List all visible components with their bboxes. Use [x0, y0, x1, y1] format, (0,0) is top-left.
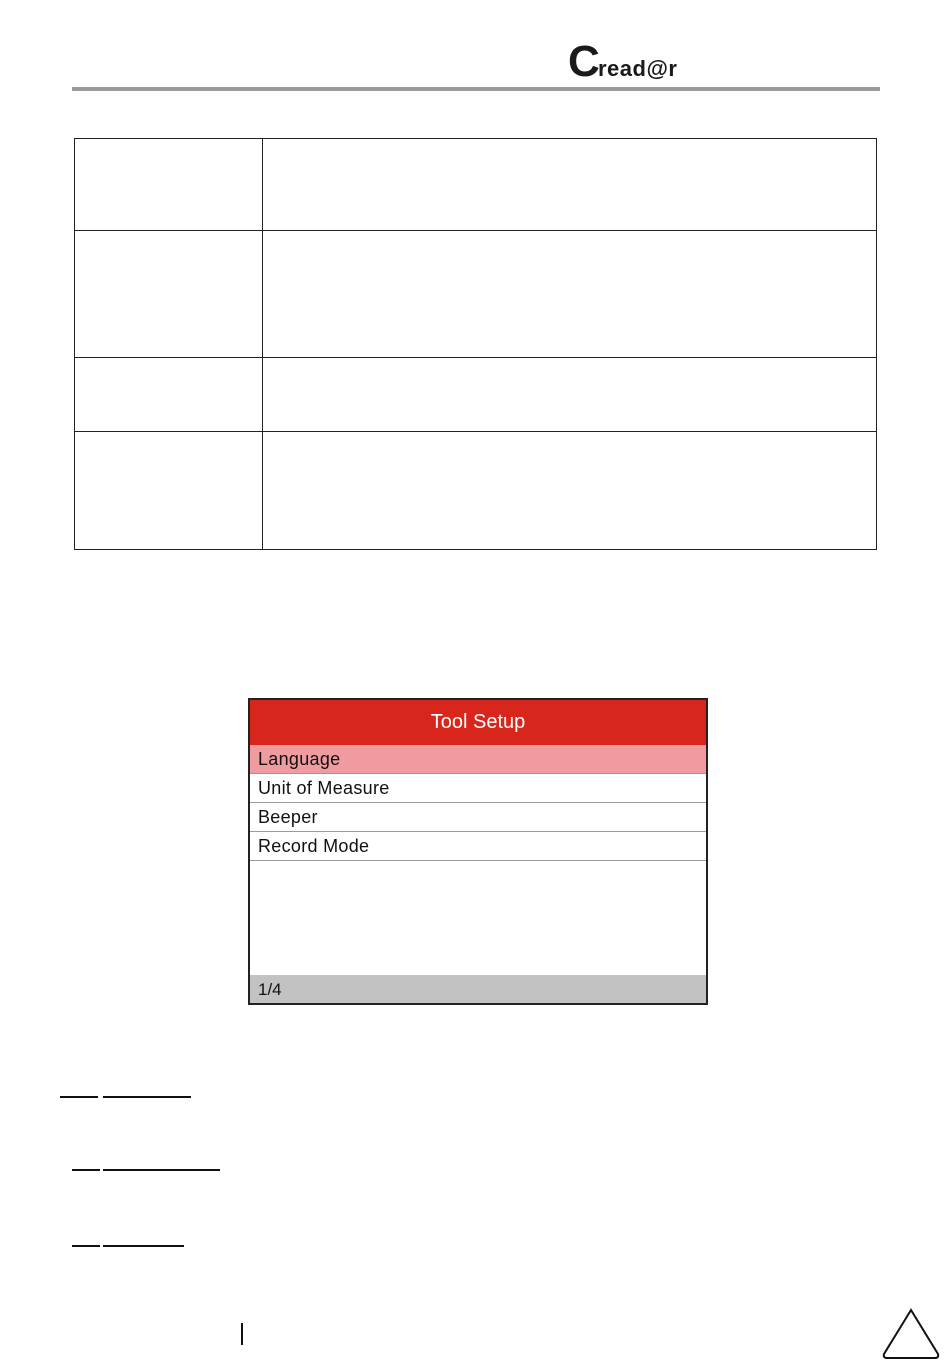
table-cell [75, 358, 263, 432]
menu-item-unit-of-measure[interactable]: Unit of Measure [250, 774, 706, 803]
table-row [75, 139, 877, 231]
table-row [75, 432, 877, 550]
tool-setup-screen [248, 698, 708, 1005]
table-cell [263, 358, 877, 432]
heading-underline [103, 1096, 191, 1098]
table-cell [75, 432, 263, 550]
table-cell [263, 139, 877, 231]
table-cell [263, 432, 877, 550]
table-cell [75, 139, 263, 231]
table-cell [263, 231, 877, 358]
table-row [75, 358, 877, 432]
logo-initial: C [568, 37, 600, 86]
heading-underline [103, 1245, 184, 1247]
spec-table [74, 138, 877, 550]
menu-item-record-mode[interactable]: Record Mode [250, 832, 706, 861]
menu-item-beeper[interactable]: Beeper [250, 803, 706, 832]
header-divider [72, 87, 880, 91]
page-indicator: 1/4 [250, 975, 706, 1003]
heading-underline [60, 1096, 98, 1098]
screen-title: Tool Setup [250, 700, 706, 745]
corner-triangle-icon [880, 1306, 942, 1362]
page-marker [241, 1323, 243, 1345]
table-row [75, 231, 877, 358]
heading-underline [103, 1169, 220, 1171]
logo-wordmark: read@r [598, 56, 678, 81]
heading-underline [72, 1169, 100, 1171]
menu-item-language[interactable]: Language [250, 745, 706, 774]
table-cell [75, 231, 263, 358]
heading-underline [72, 1245, 100, 1247]
